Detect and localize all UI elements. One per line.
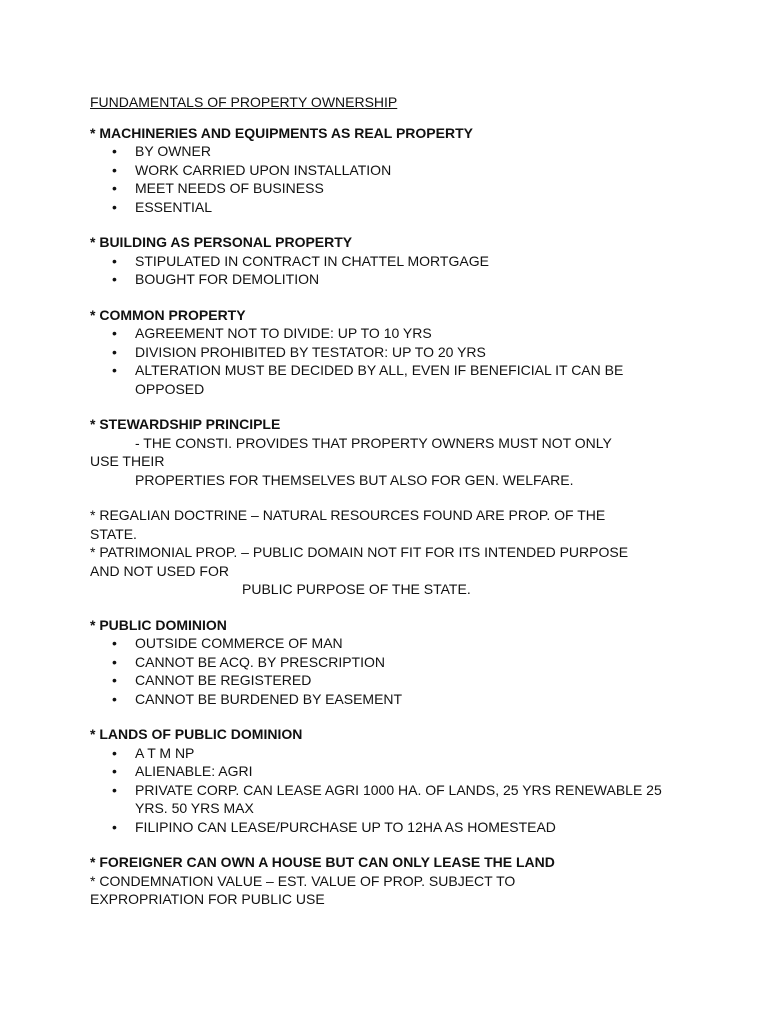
paragraph-line: PROPERTIES FOR THEMSELVES BUT ALSO FOR GEN. WELFARE. bbox=[135, 471, 574, 488]
section-heading: * COMMON PROPERTY bbox=[90, 306, 246, 323]
bullet-list bbox=[90, 252, 690, 289]
section-machineries bbox=[90, 124, 690, 217]
section-building bbox=[90, 233, 690, 289]
list-item: • ALIENABLE: AGRI bbox=[90, 762, 690, 781]
document-title: FUNDAMENTALS OF PROPERTY OWNERSHIP bbox=[90, 94, 398, 110]
document-page bbox=[90, 93, 690, 926]
list-item: • FILIPINO CAN LEASE/PURCHASE UP TO 12HA AS HOMESTEAD bbox=[90, 818, 690, 837]
section-common-property bbox=[90, 306, 690, 399]
paragraph-line: USE THEIR bbox=[90, 453, 165, 469]
list-item: • DIVISION PROHIBITED BY TESTATOR: UP TO 20 YRS bbox=[90, 343, 690, 362]
section-public-dominion bbox=[90, 616, 690, 709]
list-item: • CANNOT BE ACQ. BY PRESCRIPTION bbox=[90, 653, 690, 672]
list-item: • WORK CARRIED UPON INSTALLATION bbox=[90, 161, 690, 180]
section-heading: * PUBLIC DOMINION bbox=[90, 616, 227, 633]
list-item: • BY OWNER bbox=[90, 142, 690, 161]
section-heading: * STEWARDSHIP PRINCIPLE bbox=[90, 416, 281, 432]
list-item: • A T M NP bbox=[90, 744, 690, 763]
section-stewardship bbox=[90, 415, 690, 489]
bullet-list bbox=[90, 324, 690, 398]
section-lands-public-dominion bbox=[90, 725, 690, 836]
list-item: • ALTERATION MUST BE DECIDED BY ALL, EVEN IF BENEFICIAL IT CAN BE OPPOSED bbox=[90, 361, 690, 398]
section-heading: * MACHINERIES AND EQUIPMENTS AS REAL PROPERTY bbox=[90, 124, 473, 141]
paragraph-line: * CONDEMNATION VALUE – EST. VALUE OF PROP. SUBJECT TO bbox=[90, 872, 516, 889]
bullet-list bbox=[90, 634, 690, 708]
list-item: • ESSENTIAL bbox=[90, 198, 690, 217]
paragraph-line: STATE. bbox=[90, 525, 137, 542]
list-item: • OUTSIDE COMMERCE OF MAN bbox=[90, 634, 690, 653]
list-item: • PRIVATE CORP. CAN LEASE AGRI 1000 HA. OF LANDS, 25 YRS RENEWABLE 25 YRS. 50 YRS MAX bbox=[90, 781, 690, 818]
paragraph-line: * PATRIMONIAL PROP. – PUBLIC DOMAIN NOT FIT FOR ITS INTENDED PURPOSE bbox=[90, 544, 629, 560]
list-item: • MEET NEEDS OF BUSINESS bbox=[90, 179, 690, 198]
section-heading: * BUILDING AS PERSONAL PROPERTY bbox=[90, 234, 353, 250]
list-item: • CANNOT BE REGISTERED bbox=[90, 671, 690, 690]
paragraph-line: * REGALIAN DOCTRINE – NATURAL RESOURCES FOUND ARE PROP. OF THE bbox=[90, 507, 606, 523]
section-regalian-patrimonial bbox=[90, 506, 690, 599]
list-item: • AGREEMENT NOT TO DIVIDE: UP TO 10 YRS bbox=[90, 324, 690, 343]
paragraph-line: EXPROPRIATION FOR PUBLIC USE bbox=[90, 891, 325, 907]
bullet-list bbox=[90, 142, 690, 216]
section-heading: * LANDS OF PUBLIC DOMINION bbox=[90, 726, 303, 742]
section-heading: * FOREIGNER CAN OWN A HOUSE BUT CAN ONLY LEASE THE LAND bbox=[90, 854, 555, 870]
paragraph-line: - THE CONSTI. PROVIDES THAT PROPERTY OWNERS MUST NOT ONLY bbox=[135, 434, 612, 451]
paragraph-line: PUBLIC PURPOSE OF THE STATE. bbox=[242, 581, 471, 597]
list-item: • CANNOT BE BURDENED BY EASEMENT bbox=[90, 690, 690, 709]
list-item: • STIPULATED IN CONTRACT IN CHATTEL MORTGAGE bbox=[90, 252, 690, 271]
paragraph-line: AND NOT USED FOR bbox=[90, 562, 229, 579]
section-closing bbox=[90, 853, 690, 909]
list-item: • BOUGHT FOR DEMOLITION bbox=[90, 270, 690, 289]
bullet-list bbox=[90, 744, 690, 837]
